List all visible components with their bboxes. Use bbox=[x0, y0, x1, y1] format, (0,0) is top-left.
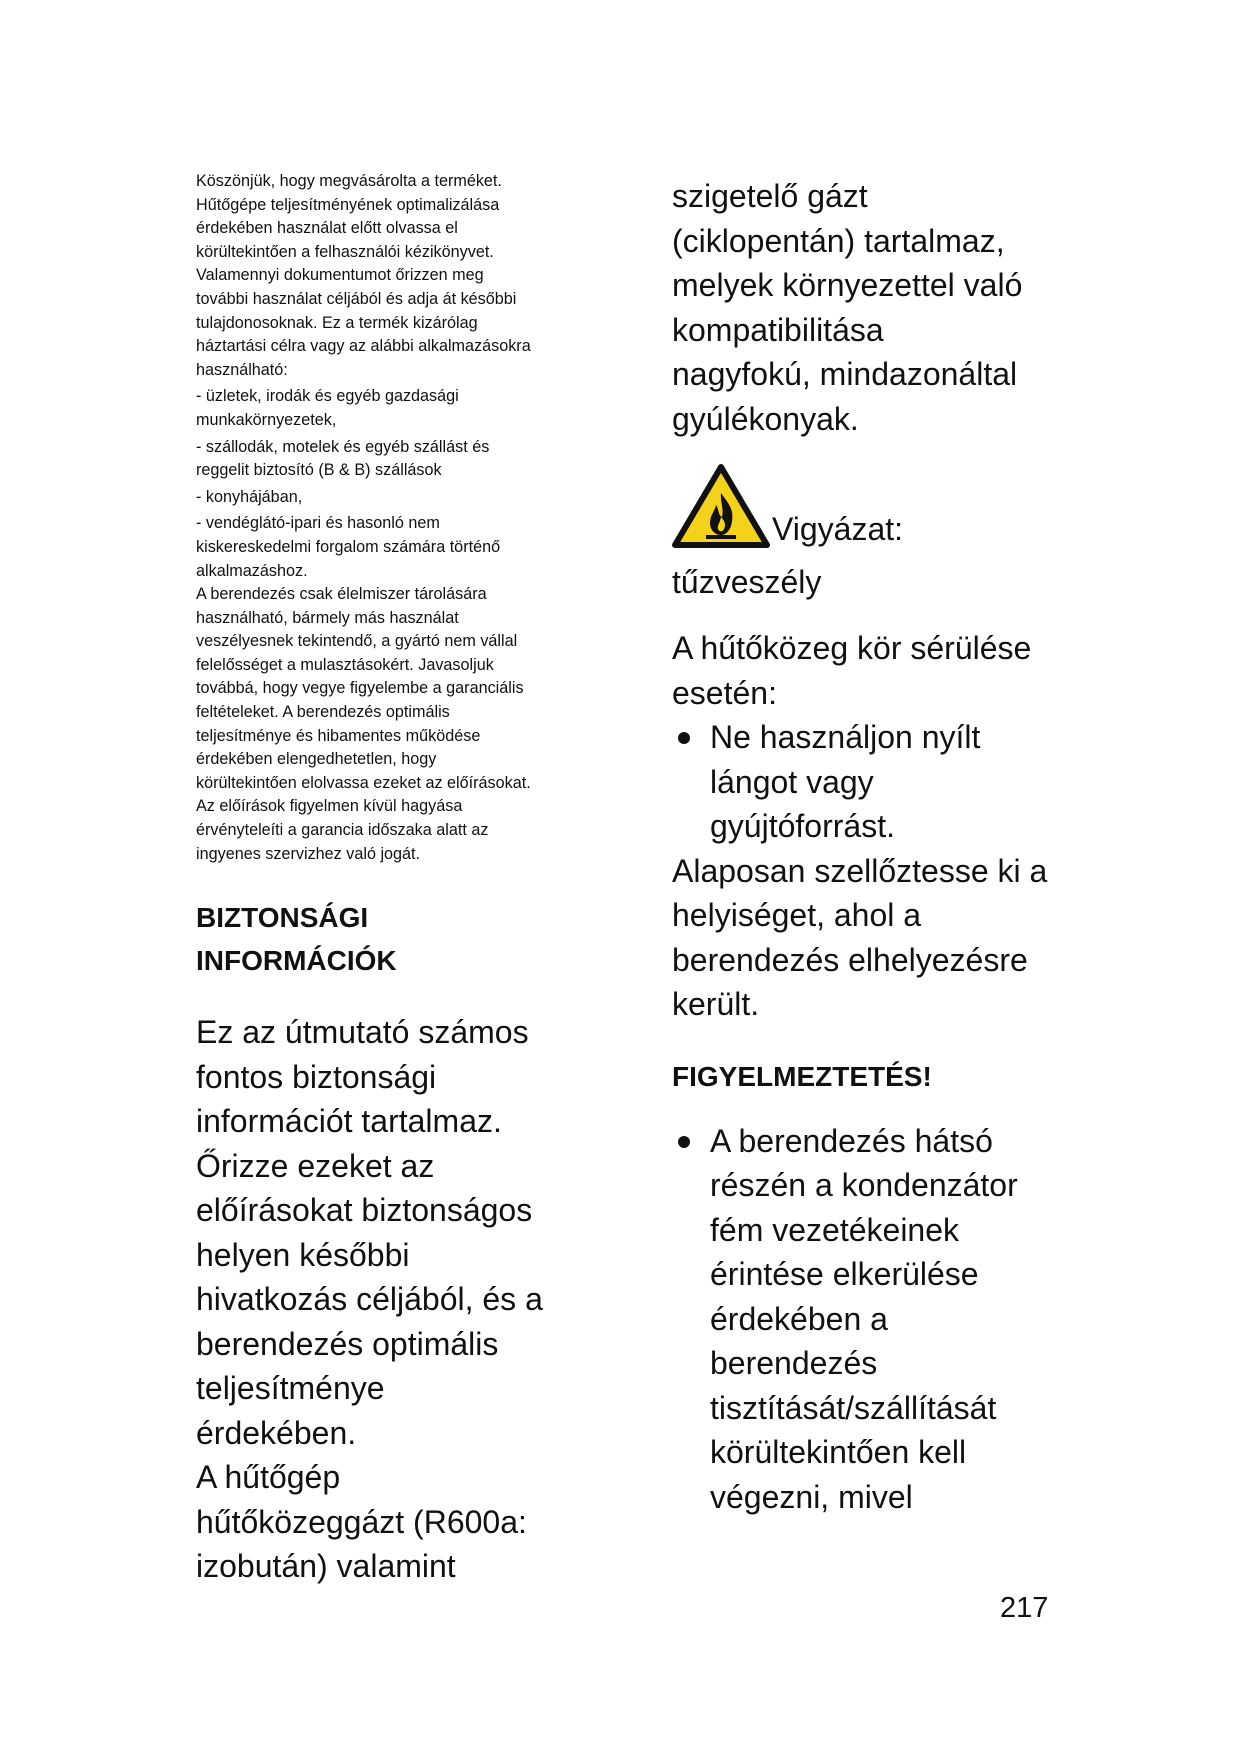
body-line: berendezés elhelyezésre bbox=[672, 941, 1028, 978]
intro-line: további használat céljából és adja át későbbi bbox=[196, 289, 517, 308]
intro-line: Hűtőgépe teljesítményének optimalizálása bbox=[196, 195, 500, 214]
usage-line: munkakörnyezetek, bbox=[196, 410, 337, 429]
safety-heading bbox=[196, 896, 586, 982]
usage-item bbox=[196, 385, 586, 432]
body-line: izobután) valamint bbox=[196, 1548, 456, 1585]
body-line: Ez az útmutató számos bbox=[196, 1014, 529, 1051]
bullet-line: tisztítását/szállítását bbox=[710, 1389, 997, 1426]
closing-line: A berendezés csak élelmiszer tárolására bbox=[196, 585, 487, 604]
closing-line: érvényteleíti a garancia időszaka alatt az bbox=[196, 821, 489, 840]
figyelmeztetes-heading: FIGYELMEZTETÉS! bbox=[672, 1060, 932, 1092]
body-line: helyiséget, ahol a bbox=[672, 897, 922, 933]
safety-body bbox=[196, 1010, 586, 1589]
usage-line: - szállodák, motelek és egyéb szállást és bbox=[196, 437, 490, 456]
body-line: melyek környezettel való bbox=[672, 267, 1023, 303]
bullet-line: érintése elkerülése bbox=[710, 1256, 979, 1292]
usage-item bbox=[196, 436, 586, 483]
intro-line: háztartási célra vagy az alábbi alkalmazásokra bbox=[196, 337, 531, 356]
body-line: Őrizze ezeket az bbox=[196, 1147, 435, 1184]
body-line: (ciklopentán) tartalmaz, bbox=[672, 222, 1005, 259]
body-line: A hűtőgép bbox=[196, 1459, 341, 1496]
heading-line: BIZTONSÁGI bbox=[196, 902, 369, 934]
bullet-line: lángot vagy bbox=[710, 763, 874, 800]
bullet-line: fém vezetékeinek bbox=[710, 1211, 960, 1248]
body-line: hűtőközeggázt (R600a: bbox=[196, 1503, 527, 1540]
body-line: gyúlékonyak. bbox=[672, 400, 859, 437]
closing-line: érdekében elengedhetetlen, hogy bbox=[196, 750, 437, 769]
bullet-line: gyújtóforrást. bbox=[710, 808, 895, 844]
body-line: információt tartalmaz. bbox=[196, 1103, 502, 1140]
intro-line: körültekintően a felhasználói kézikönyvet. bbox=[196, 242, 494, 261]
body-line: hivatkozás céljából, és a bbox=[196, 1281, 543, 1318]
warning-label-2: tűzveszély bbox=[672, 564, 822, 600]
body-line: Alaposan szellőztesse ki a bbox=[672, 852, 1048, 889]
bullet-line: A berendezés hátsó bbox=[710, 1122, 993, 1159]
usage-line: alkalmazáshoz. bbox=[196, 561, 308, 580]
bullet-line: érdekében a bbox=[710, 1300, 888, 1337]
usage-line: reggelit biztosító (B & B) szállások bbox=[196, 461, 442, 480]
ventilate-text bbox=[672, 849, 1092, 1027]
usage-line: - vendéglátó-ipari és hasonló nem bbox=[196, 514, 440, 533]
right-column bbox=[672, 174, 1092, 1519]
bullet-icon bbox=[678, 732, 690, 744]
usage-item bbox=[196, 486, 586, 510]
closing-line: felelősséget a mulasztásokért. Javasoljuk bbox=[196, 655, 494, 674]
body-line: fontos biztonsági bbox=[196, 1058, 437, 1095]
list-item bbox=[672, 1119, 1092, 1520]
fire-warning bbox=[672, 463, 1092, 558]
closing-line: Az előírások figyelmen kívül hagyása bbox=[196, 797, 463, 816]
body-line: előírásokat biztonságos bbox=[196, 1192, 533, 1229]
usage-line: - konyhájában, bbox=[196, 487, 303, 506]
warning-label: Vigyázat: bbox=[772, 511, 904, 547]
body-line: szigetelő gázt bbox=[672, 178, 868, 214]
closing-line: feltételeket. A berendezés optimális bbox=[196, 703, 450, 722]
closing-line: teljesítménye és hibamentes működése bbox=[196, 726, 481, 745]
closing-line: használható, bármely más használat bbox=[196, 608, 459, 627]
intro-text bbox=[196, 170, 586, 866]
body-line: teljesítménye bbox=[196, 1370, 385, 1407]
page-number: 217 bbox=[1000, 1592, 1049, 1624]
intro-line: használható: bbox=[196, 360, 288, 379]
body-line: A hűtőközeg kör sérülése bbox=[672, 630, 1032, 666]
closing-line: körültekintően elolvassa ezeket az előírásokat. bbox=[196, 773, 531, 792]
body-line: esetén: bbox=[672, 674, 777, 711]
bullet-line: végezni, mivel bbox=[710, 1478, 913, 1515]
closing-line: veszélyesnek tekintendő, a gyártó nem vállal bbox=[196, 632, 518, 651]
usage-item bbox=[196, 512, 586, 583]
bullet-icon bbox=[678, 1136, 690, 1148]
left-column bbox=[196, 170, 586, 1589]
body-line: nagyfokú, mindazonáltal bbox=[672, 356, 1018, 392]
closing-line: ingyenes szervizhez való jogát. bbox=[196, 844, 421, 863]
warning-bullet-list bbox=[672, 1119, 1092, 1520]
damage-bullet-list bbox=[672, 715, 1092, 849]
bullet-line: körültekintően kell bbox=[710, 1434, 967, 1470]
usage-line: kiskereskedelmi forgalom számára történő bbox=[196, 537, 501, 556]
damage-text bbox=[672, 626, 1092, 715]
intro-line: Valamennyi dokumentumot őrizzen meg bbox=[196, 266, 484, 285]
continuation-text bbox=[672, 174, 1092, 441]
body-line: kompatibilitása bbox=[672, 311, 884, 348]
bullet-line: berendezés bbox=[710, 1345, 878, 1381]
list-item bbox=[672, 715, 1092, 849]
flammable-warning-icon bbox=[672, 463, 770, 549]
body-line: került. bbox=[672, 986, 760, 1022]
usage-line: - üzletek, irodák és egyéb gazdasági bbox=[196, 387, 459, 406]
intro-line: Köszönjük, hogy megvásárolta a terméket. bbox=[196, 172, 502, 190]
closing-line: továbbá, hogy vegye figyelembe a garanciális bbox=[196, 679, 524, 698]
body-line: berendezés optimális bbox=[196, 1325, 499, 1362]
intro-line: érdekében használat előtt olvassa el bbox=[196, 219, 458, 238]
bullet-line: Ne használjon nyílt bbox=[710, 719, 981, 755]
bullet-line: részén a kondenzátor bbox=[710, 1167, 1018, 1203]
body-line: érdekében. bbox=[196, 1414, 357, 1451]
heading-line: INFORMÁCIÓK bbox=[196, 945, 397, 977]
body-line: helyen későbbi bbox=[196, 1236, 410, 1273]
intro-line: tulajdonosoknak. Ez a termék kizárólag bbox=[196, 313, 478, 332]
